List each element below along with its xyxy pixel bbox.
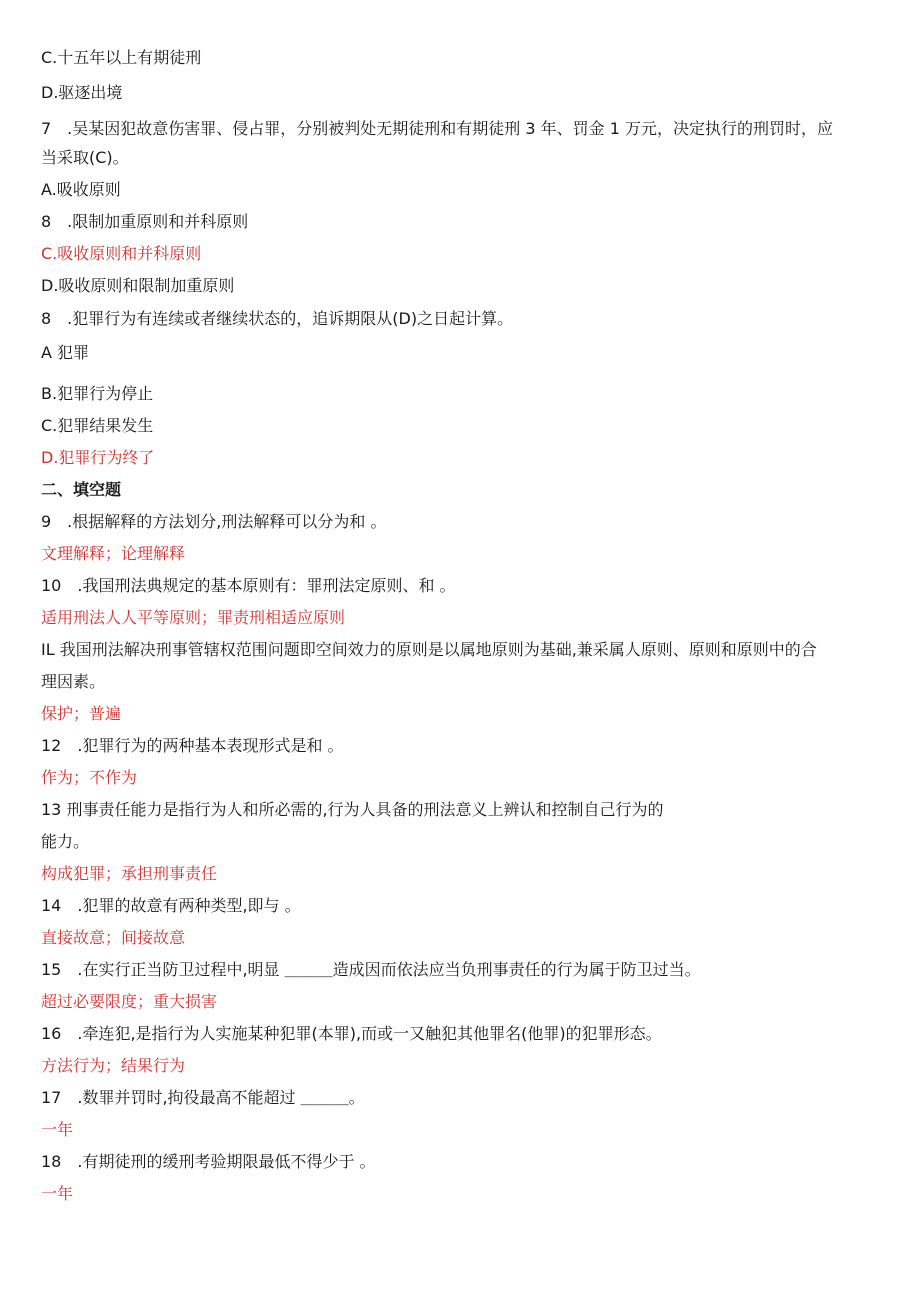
option-d-line: D.吸收原则和限制加重原则: [41, 276, 235, 295]
option-a-line: A.吸收原则: [41, 180, 121, 199]
question-11-line-2: 理因素。: [41, 672, 106, 691]
question-17-line: 17 .数罪并罚时,拘役最高不能超过 ＿＿＿。: [41, 1088, 365, 1107]
answer-13: 构成犯罪；承担刑事责任: [41, 864, 218, 883]
answer-option-d: D.犯罪行为终了: [41, 448, 155, 467]
option-c-line: C.犯罪结果发生: [41, 416, 154, 435]
question-8-line: 8 .犯罪行为有连续或者继续状态的，追诉期限从(D)之日起计算。: [41, 309, 514, 328]
option-b-line: B.犯罪行为停止: [41, 384, 154, 403]
answer-option-c: C.吸收原则和并科原则: [41, 244, 202, 263]
option-b-line: 8 .限制加重原则和并科原则: [41, 212, 249, 231]
question-14-line: 14 .犯罪的故意有两种类型,即与 。: [41, 896, 301, 915]
question-18-line: 18 .有期徒刑的缓刑考验期限最低不得少于 。: [41, 1152, 376, 1171]
answer-10: 适用刑法人人平等原则；罪责刑相适应原则: [41, 608, 346, 627]
answer-17: 一年: [41, 1120, 74, 1139]
question-7-line-2: 当采取(C)。: [41, 148, 129, 167]
answer-9: 文理解释；论理解释: [41, 544, 186, 563]
option-d-line: D.驱逐出境: [41, 83, 123, 102]
question-10-line: 10 .我国刑法典规定的基本原则有：罪刑法定原则、和 。: [41, 576, 456, 595]
section-heading: 二、填空题: [41, 480, 122, 499]
question-13-line-2: 能力。: [41, 832, 90, 851]
option-a-line: A 犯罪: [41, 343, 90, 362]
question-15-line: 15 .在实行正当防卫过程中,明显 ＿＿＿造成因而依法应当负刑事责任的行为属于防卫过当。: [41, 960, 701, 979]
answer-14: 直接故意；间接故意: [41, 928, 186, 947]
question-11-line-1: IL 我国刑法解决刑事管辖权范围问题即空间效力的原则是以属地原则为基础,兼采属人原则、原则和原则中的合: [41, 640, 817, 659]
answer-12: 作为；不作为: [41, 768, 138, 787]
question-12-line: 12 .犯罪行为的两种基本表现形式是和 。: [41, 736, 344, 755]
option-c-line: C.十五年以上有期徒刑: [41, 48, 202, 67]
question-9-line: 9 .根据解释的方法划分,刑法解释可以分为和 。: [41, 512, 387, 531]
answer-18: 一年: [41, 1184, 74, 1203]
answer-11: 保护；普遍: [41, 704, 122, 723]
question-7-line-1: 7 .吴某因犯故意伤害罪、侵占罪，分别被判处无期徒刑和有期徒刑 3 年、罚金 1 万元，决定执行的刑罚时，应: [41, 119, 833, 138]
question-16-line: 16 .牵连犯,是指行为人实施某种犯罪(本罪),而或一又触犯其他罪名(他罪)的犯罪形态。: [41, 1024, 662, 1043]
answer-16: 方法行为；结果行为: [41, 1056, 186, 1075]
answer-15: 超过必要限度；重大损害: [41, 992, 218, 1011]
question-13-line-1: 13 刑事责任能力是指行为人和所必需的,行为人具备的刑法意义上辨认和控制自己行为的: [41, 800, 664, 819]
